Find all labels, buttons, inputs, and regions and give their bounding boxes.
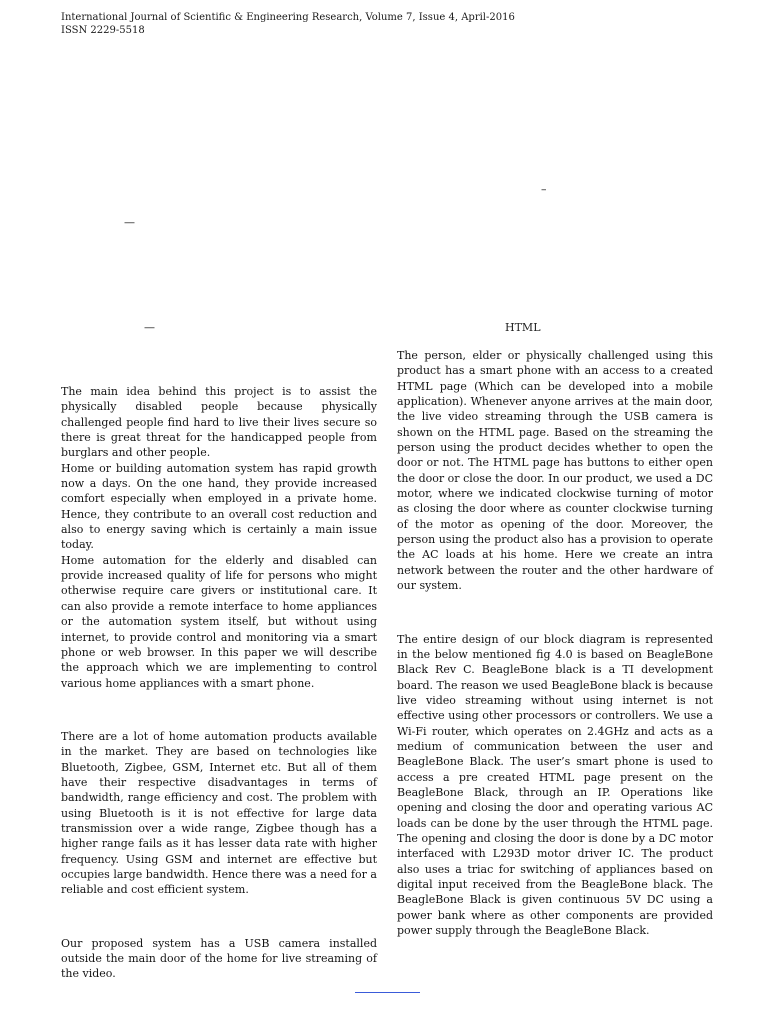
stray-dash-left-upper: — <box>124 216 135 229</box>
stray-dash-right: – <box>541 183 547 196</box>
stray-dash-left-lower: — <box>144 321 155 334</box>
footer-link-underline[interactable] <box>355 992 420 993</box>
left-paragraph-2: Home or building automation system has rapid growth now a days. On the one hand, they provide increased comfort especially when employed in a private home. Hence, they contribute to an overall cost reduction and also to energy saving which is certainly a main issue today. <box>61 461 377 552</box>
section-gap <box>61 691 377 729</box>
left-paragraph-5: Our proposed system has a USB camera installed outside the main door of the home for live streaming of the video. <box>61 936 377 981</box>
left-paragraph-4: There are a lot of home automation products available in the market. They are based on technologies like Bluetooth, Zigbee, GSM, Internet etc. But all of them have their respective disadvantages in terms of bandwidth, range efficiency and cost. The problem with using Bluetooth is it is not effective for large data transmission over a wide range, Zigbee though has a higher range fails as it has lesser data rate with higher frequency. Using GSM and internet are effective but occupies large bandwidth. Hence there was a need for a reliable and cost efficient system. <box>61 729 377 897</box>
right-paragraph-1: The person, elder or physically challenged using this product has a smart phone with an access to a created HTML page (Which can be developed into a mobile application). Whenever anyone arrives at the main door, the live video streaming through the USB camera is shown on the HTML page. Based on the streaming the person using the product decides whether to open the door or not. The HTML page has buttons to either open the door or close the door. In our product, we used a DC motor, where we indicated clockwise turning of motor as closing the door where as counter clockwise turning of the motor as opening of the door. Moreover, the person using the product also has a provision to operate the AC loads at his home. Here we create an intra network between the router and the other hardware of our system. <box>397 349 713 593</box>
left-column <box>61 384 377 982</box>
running-header <box>61 11 515 37</box>
right-paragraph-2: The entire design of our block diagram is represented in the below mentioned fig 4.0 is based on BeagleBone Black Rev C. BeagleBone black is a TI development board. The reason we used BeagleBone black is because live video streaming without using internet is not effective using other processors or controllers. We use a Wi-Fi router, which operates on 2.4GHz and acts as a medium of communication between the user and BeagleBone Black. The user’s smart phone is used to access a pre created HTML page present on the BeagleBone Black, through an IP. Operations like opening and closing the door and operating various AC loads can be done by the user through the HTML page. The opening and closing the door is done by a DC motor interfaced with L293D motor driver IC. The product also uses a triac for switching of appliances based on digital input received from the BeagleBone black. The BeagleBone Black is given continuous 5V DC using a power bank where as other components are provided power supply through the BeagleBone Black. <box>397 632 713 938</box>
left-paragraph-1: The main idea behind this project is to assist the physically disabled people because physically challenged people find hard to live their lives secure so there is great threat for the handicapped people from burglars and other people. <box>61 385 377 460</box>
right-column <box>397 348 713 938</box>
issn-number: ISSN 2229-5518 <box>61 25 145 36</box>
section-gap <box>61 898 377 936</box>
left-paragraph-3: Home automation for the elderly and disabled can provide increased quality of life for persons who might otherwise require care givers or institutional care. It can also provide a remote interface to home appliances or the automation system itself, but without using internet, to provide control and monitoring via a smart phone or web browser. In this paper we will describe the approach which we are implementing to control various home appliances with a smart phone. <box>61 553 377 690</box>
section-gap <box>397 594 713 632</box>
journal-citation: International Journal of Scientific & Engineering Research, Volume 7, Issue 4, April-2016 <box>61 12 515 23</box>
section-heading-html: HTML <box>505 321 541 334</box>
